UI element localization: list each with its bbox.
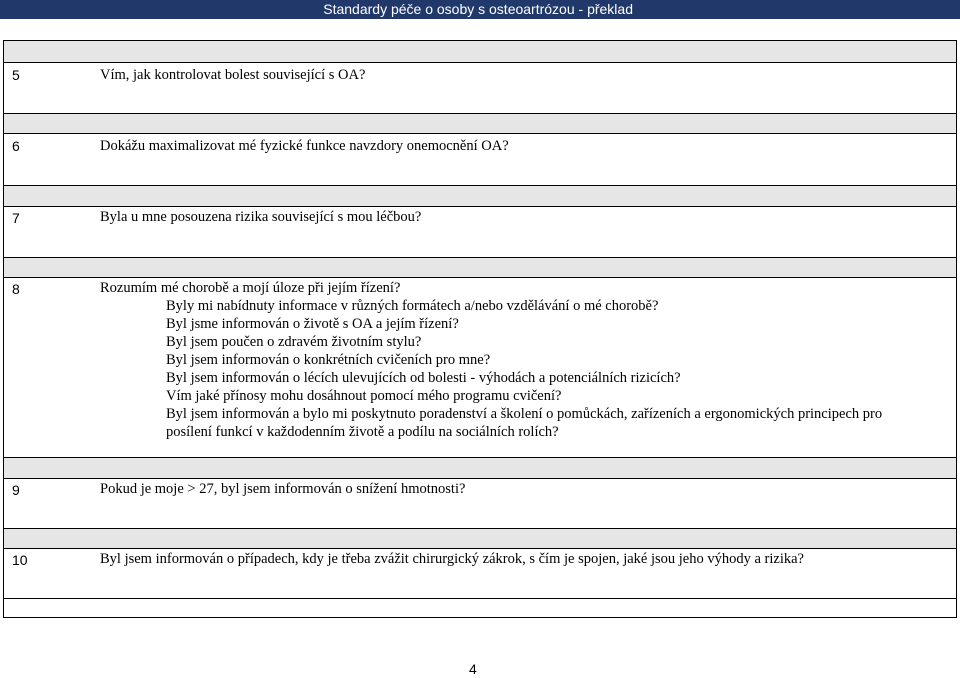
document-title: Standardy péče o osoby s osteoartrózou - překlad (323, 1, 633, 17)
question-text: Rozumím mé chorobě a mojí úloze při jejím řízení? (100, 280, 401, 296)
question-subitem: Byl jsme informován o životě s OA a jejím řízení? (166, 316, 459, 332)
question-subitem: Byl jsem poučen o zdravém životním stylu? (166, 334, 422, 350)
row-divider (3, 133, 957, 134)
row-number: 6 (12, 138, 20, 154)
row-divider (3, 478, 957, 479)
question-subitem: Byly mi nabídnuty informace v různých formátech a/nebo vzdělávání o mé chorobě? (166, 298, 659, 314)
row-divider (3, 528, 957, 529)
question-text: Dokážu maximalizovat mé fyzické funkce navzdory onemocnění OA? (100, 138, 509, 154)
question-subitem: Byl jsem informován a bylo mi poskytnuto poradenství a školení o pomůckách, zařízeních a ergonomických principech pro (166, 406, 883, 422)
row-divider (3, 62, 957, 63)
question-text: Vím, jak kontrolovat bolest související s OA? (100, 67, 366, 83)
row-divider (3, 206, 957, 207)
row-divider (3, 457, 957, 458)
question-subitem: posílení funkcí v každodenním životě a podílu na sociálních rolích? (166, 424, 559, 440)
page-number: 4 (469, 661, 477, 677)
row-number: 5 (12, 67, 20, 83)
question-text: Byla u mne posouzena rizika související s mou léčbou? (100, 209, 422, 225)
row-number: 8 (12, 281, 20, 297)
question-text: Pokud je moje > 27, byl jsem informován o snížení hmotnosti? (100, 481, 466, 497)
row-divider (3, 598, 957, 599)
row-divider (3, 277, 957, 278)
row-divider (3, 257, 957, 258)
question-subitem: Vím jaké přínosy mohu dosáhnout pomocí mého programu cvičení? (166, 388, 562, 404)
question-subitem: Byl jsem informován o konkrétních cvičeních pro mne? (166, 352, 491, 368)
question-text: Byl jsem informován o případech, kdy je třeba zvážit chirurgický zákrok, s čím je spojen, jaké jsou jeho výhody a rizika? (100, 551, 804, 567)
checklist-table (3, 40, 957, 618)
row-number: 10 (12, 552, 28, 568)
row-number: 7 (12, 210, 20, 226)
row-number: 9 (12, 482, 20, 498)
row-divider (3, 113, 957, 114)
row-divider (3, 185, 957, 186)
question-subitem: Byl jsem informován o lécích ulevujících od bolesti - výhodách a potenciálních rizicích? (166, 370, 681, 386)
row-divider (3, 548, 957, 549)
